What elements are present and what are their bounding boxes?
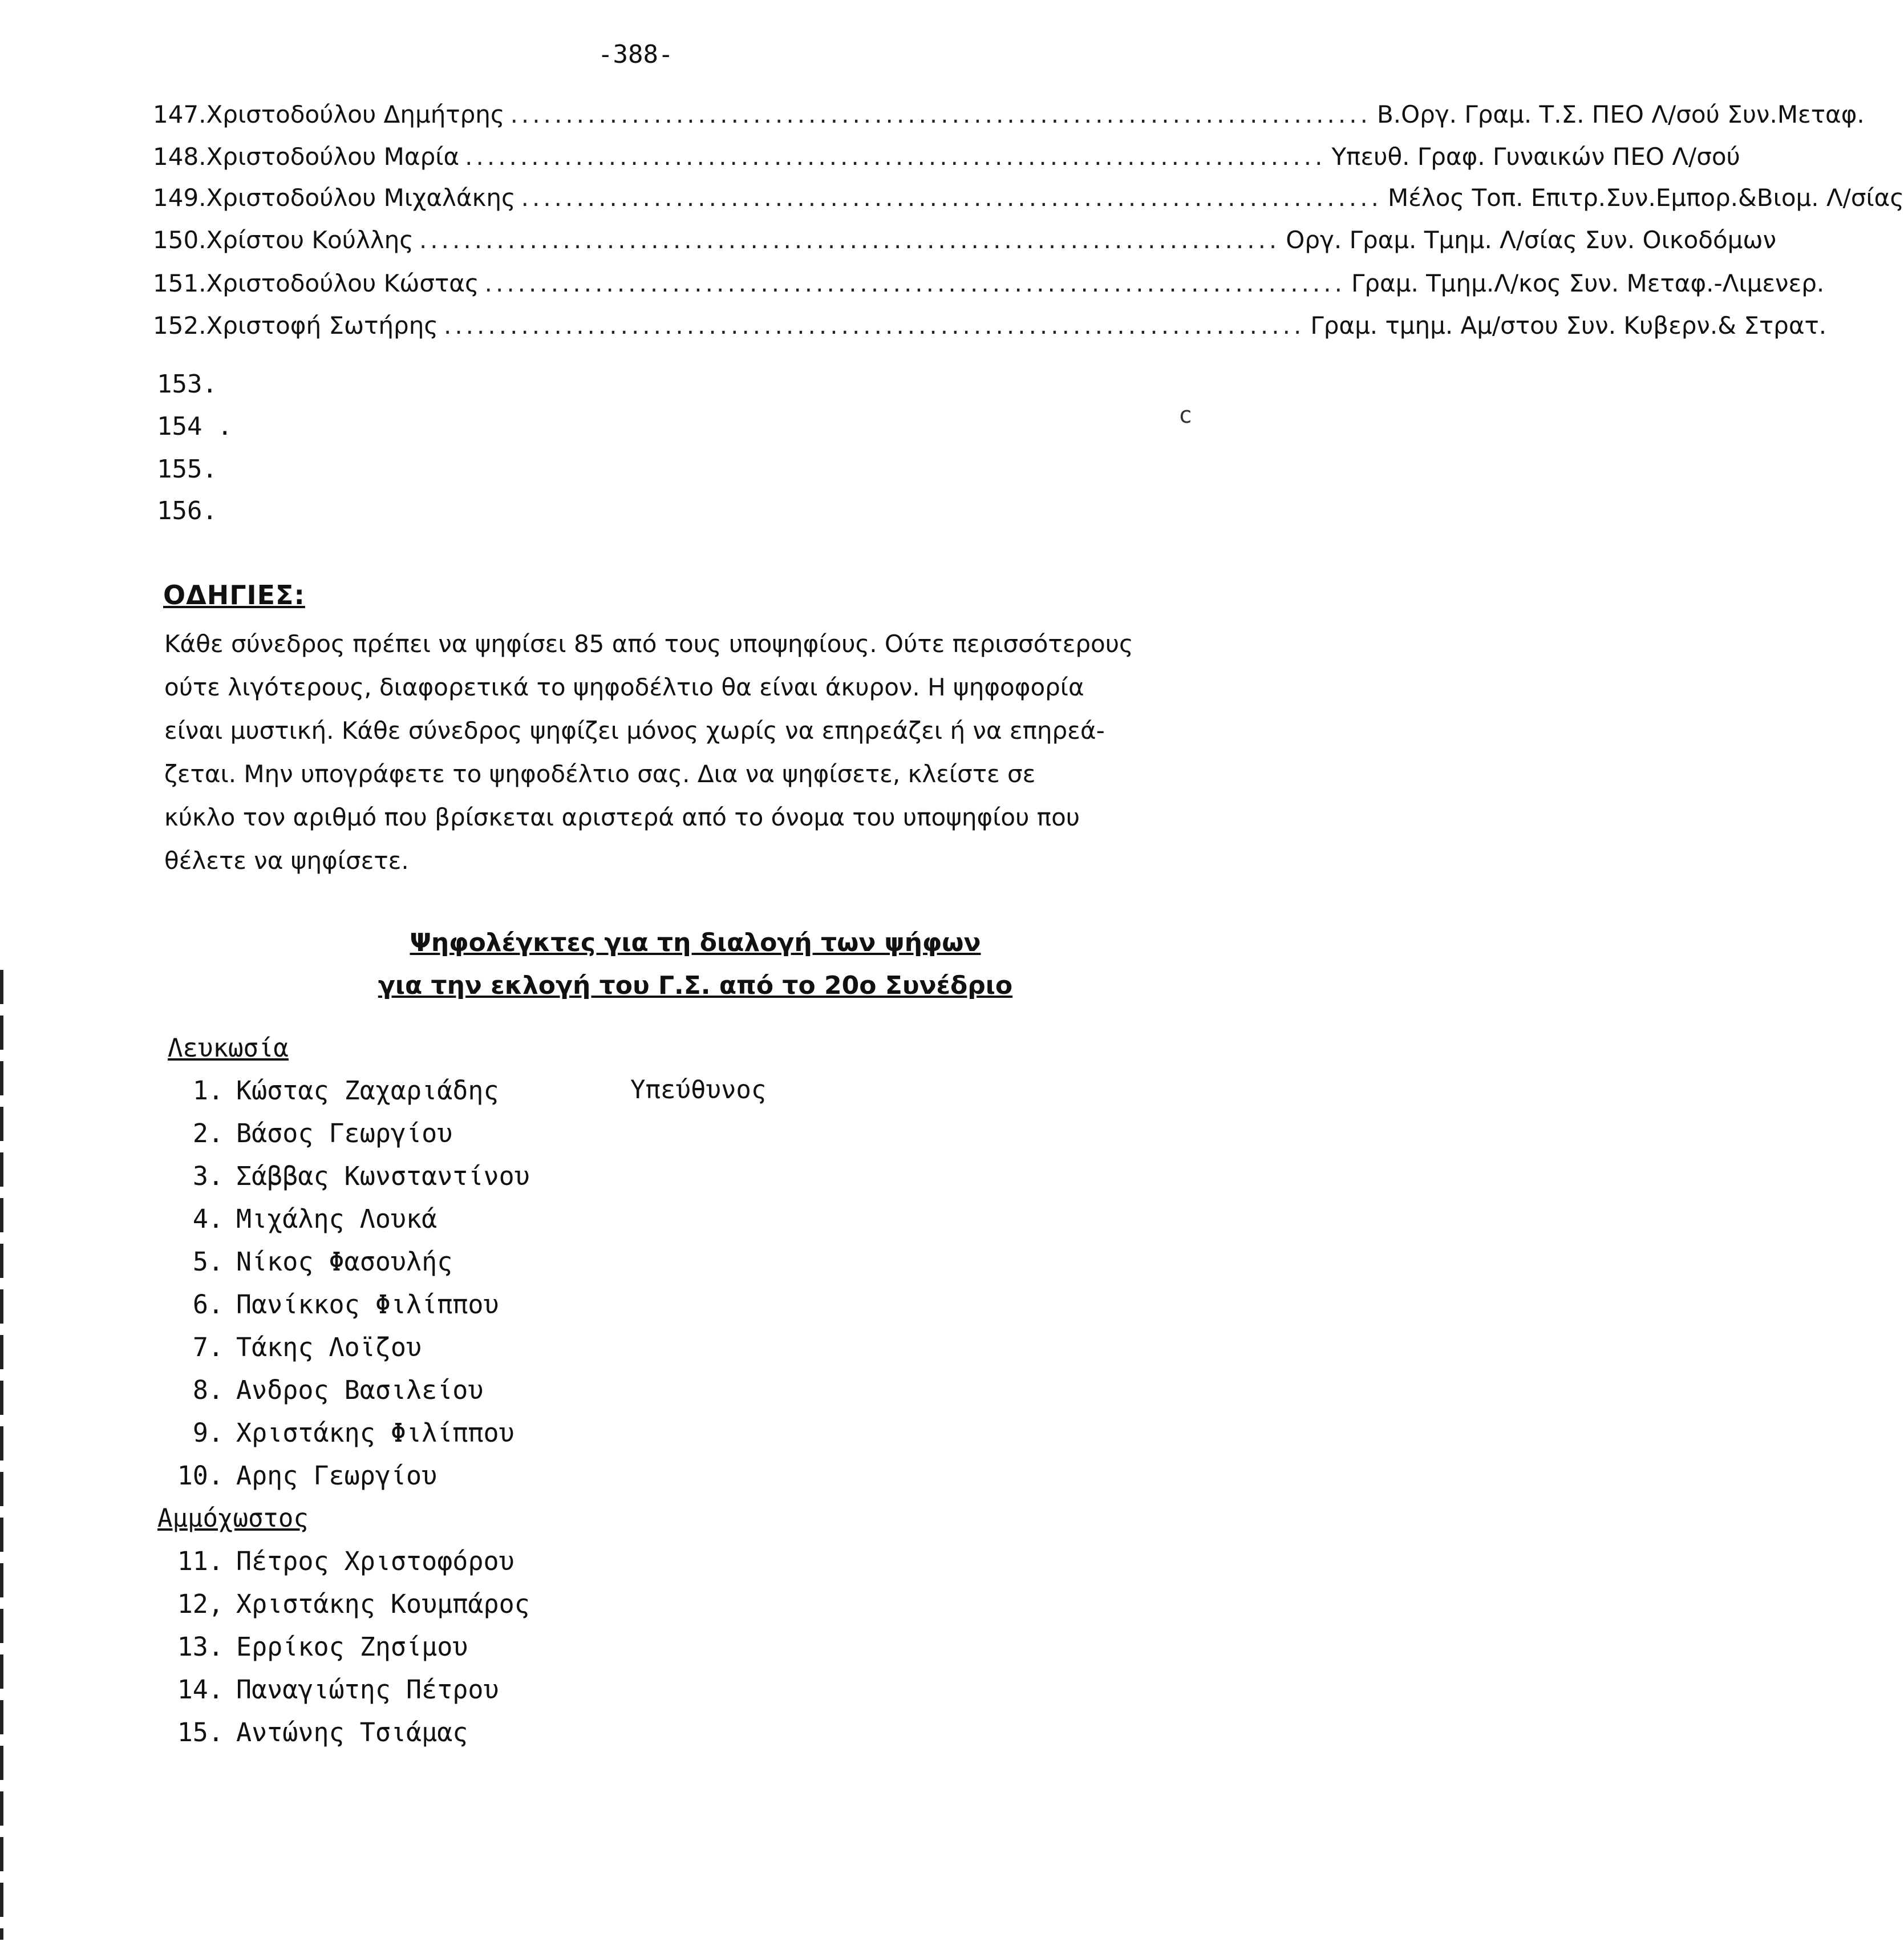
candidate-name: Χριστοδούλου Μιχαλάκης — [206, 184, 516, 212]
counter-name: Πέτρος Χριστοφόρου — [236, 1546, 515, 1576]
section-title: Ψηφολέγκτες για τη διαλογή των ψήφων — [410, 928, 981, 957]
candidate-number: 150. — [153, 226, 206, 254]
instruction-line: ζεται. Μην υπογράφετε το ψηφοδέλτιο σας. Δια να ψηφίσετε, κλείστε σε — [164, 760, 1036, 788]
counter-row — [168, 1204, 437, 1234]
counter-name: Κώστας Ζαχαριάδης — [236, 1075, 499, 1106]
counter-row — [168, 1546, 515, 1576]
candidate-role: Γραμ. Τμημ.Λ/κος Συν. Μεταφ.-Λιμενερ. — [1351, 269, 1825, 297]
instruction-line: θέλετε να ψηφίσετε. — [164, 847, 409, 875]
counter-row — [168, 1289, 499, 1320]
counter-number: 4. — [192, 1204, 224, 1234]
counter-name: Νίκος Φασουλής — [236, 1247, 453, 1277]
candidate-name: Χριστοδούλου Κώστας — [206, 269, 479, 297]
instruction-line: Κάθε σύνεδρος πρέπει να ψηφίσει 85 από τους υποψηφίους. Ούτε περισσότερους — [164, 630, 1133, 658]
counter-row — [168, 1461, 437, 1491]
counter-name: Ερρίκος Ζησίμου — [236, 1632, 468, 1662]
empty-candidate-number: 155. — [157, 455, 217, 484]
candidate-row — [153, 269, 1825, 311]
counter-row — [168, 1674, 499, 1705]
counter-name: Βάσος Γεωργίου — [236, 1118, 453, 1148]
counter-name: Αντώνης Τσιάμας — [236, 1717, 468, 1747]
candidate-role: Β.Οργ. Γραμ. Τ.Σ. ΠΕΟ Λ/σού Συν.Μεταφ. — [1376, 100, 1865, 128]
margin-mark: c — [1178, 402, 1193, 428]
candidate-name: Χριστοδούλου Μαρία — [206, 143, 460, 171]
counter-name: Χριστάκης Φιλίππου — [236, 1418, 515, 1448]
counter-name: Αρης Γεωργίου — [236, 1461, 437, 1491]
leader-dots: .............................................................................. — [465, 143, 1326, 171]
counter-row — [168, 1375, 483, 1405]
leader-dots: .............................................................................. — [510, 100, 1371, 128]
counter-number: 10. — [177, 1461, 224, 1491]
counter-row — [168, 1632, 468, 1662]
empty-candidate-number: 153. — [157, 370, 217, 399]
counter-row — [168, 1118, 452, 1148]
empty-candidate-number: 154 . — [157, 412, 233, 441]
counter-number: 3. — [192, 1161, 224, 1191]
instruction-line: κύκλο τον αριθμό που βρίσκεται αριστερά από το όνομα του υποψηφίου που — [164, 803, 1080, 831]
candidate-row — [153, 143, 1740, 185]
candidate-row — [153, 100, 1865, 143]
empty-candidate-number: 156. — [157, 496, 217, 525]
leader-dots: .............................................................................. — [419, 226, 1281, 254]
counter-number: 12, — [177, 1589, 224, 1619]
instruction-line: ούτε λιγότερους, διαφορετικά το ψηφοδέλτιο θα είναι άκυρον. Η ψηφοφορία — [164, 673, 1084, 701]
counter-number: 15. — [177, 1717, 224, 1747]
candidate-number: 147. — [153, 100, 206, 128]
counter-number: 6. — [192, 1289, 224, 1320]
counter-row — [168, 1332, 422, 1362]
instructions-heading: ΟΔΗΓΙΕΣ: — [163, 580, 305, 610]
candidate-number: 148. — [153, 143, 206, 171]
scan-edge-marks — [0, 970, 3, 1940]
leader-dots: .............................................................................. — [443, 311, 1305, 339]
section-subtitle: για την εκλογή του Γ.Σ. από το 20ο Συνέδριο — [378, 971, 1013, 1000]
counter-number: 11. — [177, 1546, 224, 1576]
counter-name: Χριστάκης Κουμπάρος — [236, 1589, 530, 1619]
candidate-number: 149. — [153, 184, 206, 212]
counter-row — [168, 1161, 530, 1191]
counter-name: Σάββας Κωνσταντίνου — [236, 1161, 530, 1191]
candidate-role: Μέλος Τοπ. Επιτρ.Συν.Εμπορ.&Βιομ. Λ/σίας — [1387, 184, 1904, 212]
responsible-label: Υπεύθυνος — [630, 1075, 767, 1105]
candidate-row — [153, 226, 1777, 268]
counter-number: 13. — [177, 1632, 224, 1662]
counter-row — [168, 1589, 530, 1619]
candidate-number: 152. — [153, 311, 206, 339]
counter-number: 2. — [192, 1118, 224, 1148]
counter-number: 1. — [192, 1075, 224, 1106]
page-number: -388- — [598, 40, 674, 69]
candidate-role: Οργ. Γραμ. Τμημ. Λ/σίας Συν. Οικοδόμων — [1286, 226, 1777, 254]
counter-row — [168, 1247, 452, 1277]
counter-name: Παναγιώτης Πέτρου — [236, 1674, 499, 1705]
candidate-row — [153, 311, 1827, 354]
counter-name: Ανδρος Βασιλείου — [236, 1375, 484, 1405]
candidate-number: 151. — [153, 269, 206, 297]
counter-name: Πανίκκος Φιλίππου — [236, 1289, 499, 1320]
region-heading: Αμμόχωστος — [157, 1504, 309, 1533]
candidate-row — [153, 184, 1904, 226]
counter-name: Τάκης Λοϊζου — [236, 1332, 422, 1362]
candidate-name: Χρίστου Κούλλης — [206, 226, 414, 254]
counter-row — [168, 1418, 515, 1448]
leader-dots: .............................................................................. — [521, 184, 1382, 212]
candidate-name: Χριστοφή Σωτήρης — [206, 311, 438, 339]
instruction-line: είναι μυστική. Κάθε σύνεδρος ψηφίζει μόνος χωρίς να επηρεάζει ή να επηρεά- — [164, 717, 1105, 745]
counter-row — [168, 1717, 468, 1747]
counter-row — [168, 1075, 499, 1106]
candidate-name: Χριστοδούλου Δημήτρης — [206, 100, 505, 128]
candidate-role: Γραμ. τμημ. Αμ/στου Συν. Κυβερν.& Στρατ. — [1310, 311, 1827, 339]
counter-number: 14. — [177, 1674, 224, 1705]
region-heading: Λευκωσία — [168, 1034, 289, 1063]
candidate-role: Υπευθ. Γραφ. Γυναικών ΠΕΟ Λ/σού — [1331, 143, 1740, 171]
leader-dots: .............................................................................. — [484, 269, 1346, 297]
counter-number: 5. — [192, 1247, 224, 1277]
counter-name: Μιχάλης Λουκά — [236, 1204, 437, 1234]
counter-number: 7. — [192, 1332, 224, 1362]
counter-number: 9. — [192, 1418, 224, 1448]
counter-number: 8. — [192, 1375, 224, 1405]
